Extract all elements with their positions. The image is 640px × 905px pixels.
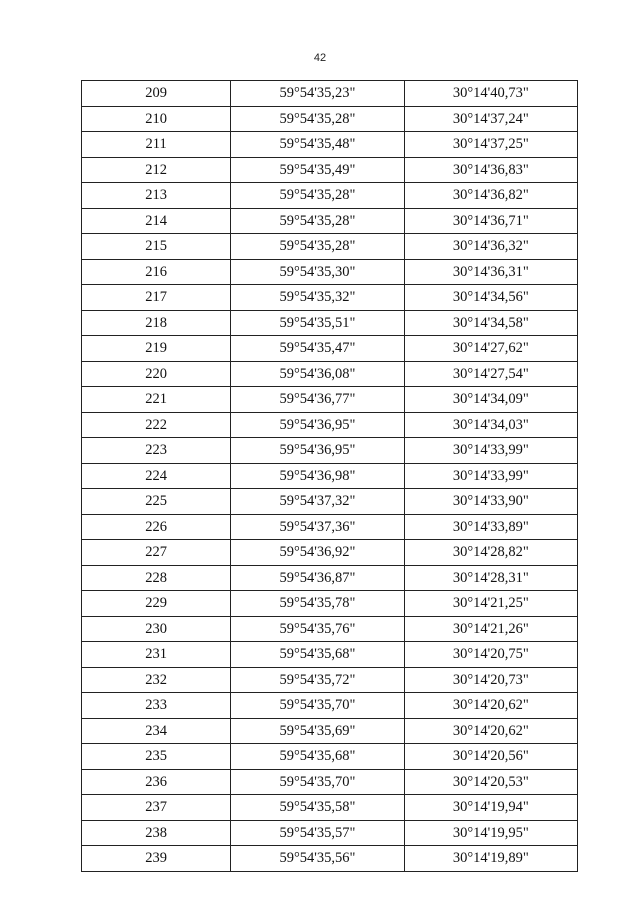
- longitude-cell: 30°14'19,89": [404, 846, 577, 872]
- point-number-cell: 229: [82, 591, 231, 617]
- table-row: [82, 489, 578, 515]
- table-row: [82, 718, 578, 744]
- longitude-cell: 30°14'33,99": [404, 463, 577, 489]
- point-number-cell: 214: [82, 208, 231, 234]
- longitude-cell: 30°14'40,73": [404, 81, 577, 107]
- table-row: [82, 106, 578, 132]
- latitude-cell: 59°54'35,70": [231, 693, 404, 719]
- latitude-cell: 59°54'35,28": [231, 106, 404, 132]
- table-row: [82, 336, 578, 362]
- latitude-cell: 59°54'35,57": [231, 820, 404, 846]
- point-number-cell: 230: [82, 616, 231, 642]
- longitude-cell: 30°14'20,56": [404, 744, 577, 770]
- point-number-cell: 215: [82, 234, 231, 260]
- point-number-cell: 235: [82, 744, 231, 770]
- longitude-cell: 30°14'19,94": [404, 795, 577, 821]
- table-row: [82, 157, 578, 183]
- latitude-cell: 59°54'35,78": [231, 591, 404, 617]
- table-row: [82, 667, 578, 693]
- table-row: [82, 285, 578, 311]
- longitude-cell: 30°14'27,54": [404, 361, 577, 387]
- point-number-cell: 225: [82, 489, 231, 515]
- point-number-cell: 231: [82, 642, 231, 668]
- longitude-cell: 30°14'34,56": [404, 285, 577, 311]
- longitude-cell: 30°14'34,03": [404, 412, 577, 438]
- point-number-cell: 227: [82, 540, 231, 566]
- longitude-cell: 30°14'36,71": [404, 208, 577, 234]
- latitude-cell: 59°54'35,28": [231, 183, 404, 209]
- table-row: [82, 132, 578, 158]
- point-number-cell: 213: [82, 183, 231, 209]
- point-number-cell: 217: [82, 285, 231, 311]
- longitude-cell: 30°14'37,25": [404, 132, 577, 158]
- latitude-cell: 59°54'35,70": [231, 769, 404, 795]
- latitude-cell: 59°54'35,72": [231, 667, 404, 693]
- longitude-cell: 30°14'20,62": [404, 718, 577, 744]
- longitude-cell: 30°14'27,62": [404, 336, 577, 362]
- latitude-cell: 59°54'35,58": [231, 795, 404, 821]
- point-number-cell: 239: [82, 846, 231, 872]
- table-row: [82, 795, 578, 821]
- point-number-cell: 224: [82, 463, 231, 489]
- latitude-cell: 59°54'36,95": [231, 438, 404, 464]
- table-row: [82, 540, 578, 566]
- latitude-cell: 59°54'35,48": [231, 132, 404, 158]
- latitude-cell: 59°54'35,76": [231, 616, 404, 642]
- table-row: [82, 438, 578, 464]
- table-row: [82, 846, 578, 872]
- point-number-cell: 236: [82, 769, 231, 795]
- table-row: [82, 183, 578, 209]
- longitude-cell: 30°14'19,95": [404, 820, 577, 846]
- longitude-cell: 30°14'20,53": [404, 769, 577, 795]
- table-row: [82, 259, 578, 285]
- point-number-cell: 238: [82, 820, 231, 846]
- latitude-cell: 59°54'35,68": [231, 744, 404, 770]
- point-number-cell: 218: [82, 310, 231, 336]
- table-row: [82, 693, 578, 719]
- table-row: [82, 820, 578, 846]
- latitude-cell: 59°54'35,30": [231, 259, 404, 285]
- table-row: [82, 361, 578, 387]
- point-number-cell: 222: [82, 412, 231, 438]
- table-row: [82, 642, 578, 668]
- table-row: [82, 514, 578, 540]
- longitude-cell: 30°14'37,24": [404, 106, 577, 132]
- latitude-cell: 59°54'35,28": [231, 208, 404, 234]
- table-row: [82, 744, 578, 770]
- point-number-cell: 211: [82, 132, 231, 158]
- longitude-cell: 30°14'33,99": [404, 438, 577, 464]
- point-number-cell: 226: [82, 514, 231, 540]
- latitude-cell: 59°54'36,92": [231, 540, 404, 566]
- longitude-cell: 30°14'20,62": [404, 693, 577, 719]
- point-number-cell: 210: [82, 106, 231, 132]
- latitude-cell: 59°54'36,77": [231, 387, 404, 413]
- table-row: [82, 412, 578, 438]
- point-number-cell: 234: [82, 718, 231, 744]
- table-row: [82, 310, 578, 336]
- longitude-cell: 30°14'21,25": [404, 591, 577, 617]
- latitude-cell: 59°54'36,98": [231, 463, 404, 489]
- latitude-cell: 59°54'37,32": [231, 489, 404, 515]
- point-number-cell: 232: [82, 667, 231, 693]
- point-number-cell: 209: [82, 81, 231, 107]
- longitude-cell: 30°14'20,75": [404, 642, 577, 668]
- point-number-cell: 237: [82, 795, 231, 821]
- table-row: [82, 565, 578, 591]
- table-row: [82, 234, 578, 260]
- table-row: [82, 591, 578, 617]
- point-number-cell: 220: [82, 361, 231, 387]
- longitude-cell: 30°14'21,26": [404, 616, 577, 642]
- point-number-cell: 233: [82, 693, 231, 719]
- latitude-cell: 59°54'35,68": [231, 642, 404, 668]
- point-number-cell: 228: [82, 565, 231, 591]
- longitude-cell: 30°14'36,31": [404, 259, 577, 285]
- longitude-cell: 30°14'36,83": [404, 157, 577, 183]
- latitude-cell: 59°54'35,51": [231, 310, 404, 336]
- latitude-cell: 59°54'35,47": [231, 336, 404, 362]
- point-number-cell: 212: [82, 157, 231, 183]
- longitude-cell: 30°14'34,58": [404, 310, 577, 336]
- latitude-cell: 59°54'36,95": [231, 412, 404, 438]
- point-number-cell: 223: [82, 438, 231, 464]
- coordinates-table-body: [82, 81, 578, 872]
- longitude-cell: 30°14'28,82": [404, 540, 577, 566]
- point-number-cell: 219: [82, 336, 231, 362]
- latitude-cell: 59°54'36,87": [231, 565, 404, 591]
- point-number-cell: 216: [82, 259, 231, 285]
- latitude-cell: 59°54'35,32": [231, 285, 404, 311]
- page-number: 42: [313, 52, 327, 64]
- longitude-cell: 30°14'33,90": [404, 489, 577, 515]
- table-row: [82, 387, 578, 413]
- longitude-cell: 30°14'34,09": [404, 387, 577, 413]
- latitude-cell: 59°54'35,28": [231, 234, 404, 260]
- longitude-cell: 30°14'20,73": [404, 667, 577, 693]
- longitude-cell: 30°14'28,31": [404, 565, 577, 591]
- latitude-cell: 59°54'35,23": [231, 81, 404, 107]
- table-row: [82, 769, 578, 795]
- longitude-cell: 30°14'33,89": [404, 514, 577, 540]
- latitude-cell: 59°54'35,69": [231, 718, 404, 744]
- longitude-cell: 30°14'36,82": [404, 183, 577, 209]
- table-row: [82, 616, 578, 642]
- point-number-cell: 221: [82, 387, 231, 413]
- latitude-cell: 59°54'36,08": [231, 361, 404, 387]
- table-row: [82, 463, 578, 489]
- table-row: [82, 208, 578, 234]
- coordinates-table: [81, 80, 578, 872]
- latitude-cell: 59°54'35,49": [231, 157, 404, 183]
- latitude-cell: 59°54'37,36": [231, 514, 404, 540]
- longitude-cell: 30°14'36,32": [404, 234, 577, 260]
- latitude-cell: 59°54'35,56": [231, 846, 404, 872]
- table-row: [82, 81, 578, 107]
